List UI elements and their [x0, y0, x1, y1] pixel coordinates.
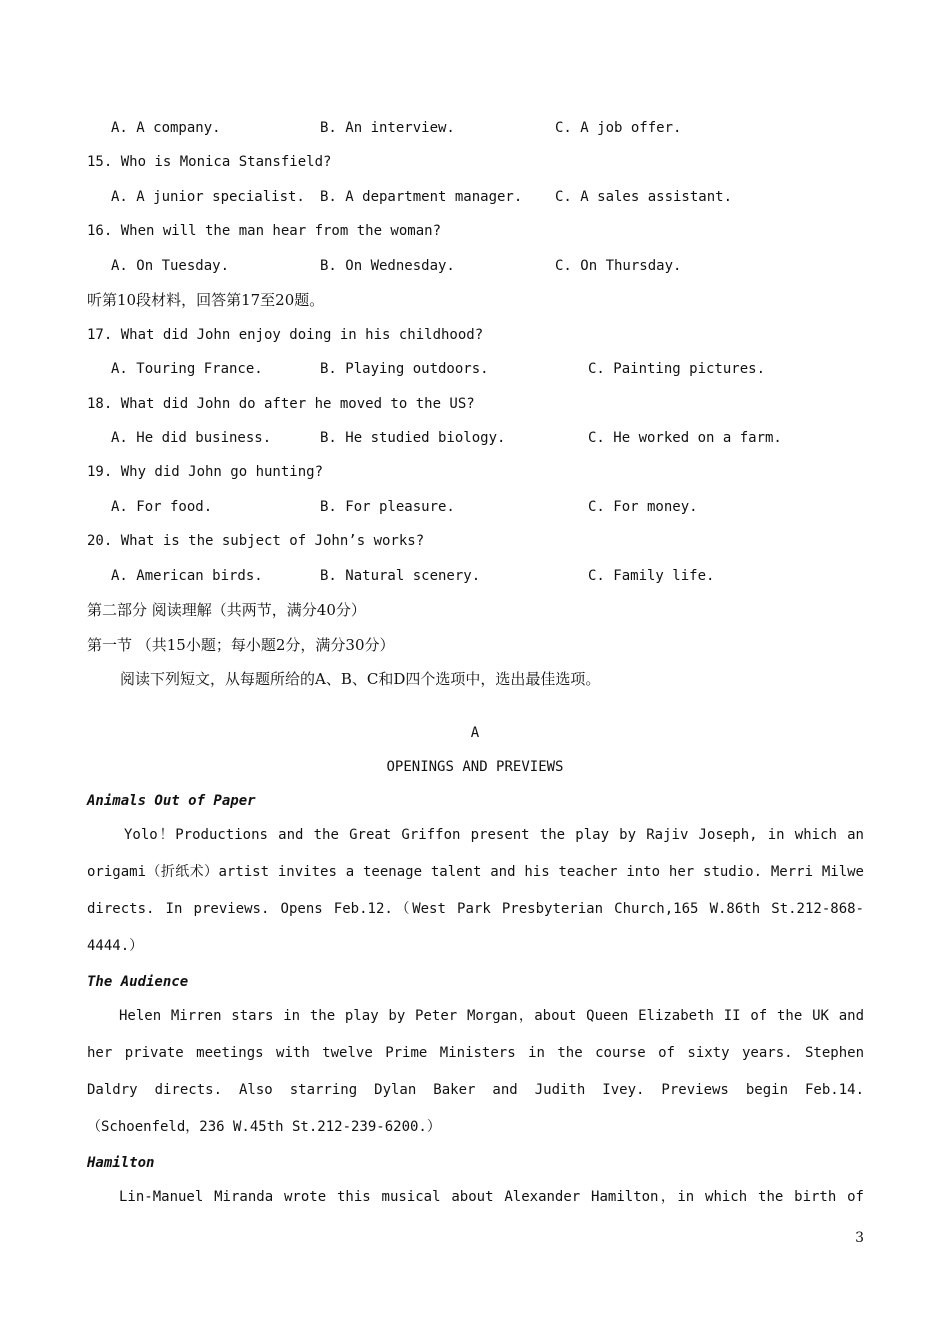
- q16-option-b: B. On Wednesday.: [320, 258, 455, 274]
- q18-option-c: C. He worked on a farm.: [588, 430, 782, 446]
- part-2-heading: 第二部分 阅读理解（共两节，满分40分）: [87, 601, 366, 619]
- reading-instructions: 阅读下列短文，从每题所给的A、B、C和D四个选项中，选出最佳选项。: [120, 670, 601, 688]
- question-15: 15. Who is Monica Stansfield?: [87, 154, 332, 170]
- item-text-the-audience: Helen Mirren stars in the play by Peter Morgan，about Queen Elizabeth II of the UK and her private meetings with twelve Prime Ministers in the course of sixty years. Stephen Daldry directs. Also starring Dylan Baker and Judith Ivey. Previews begin Feb.14.（Schoenfeld，236 W.45th St.212-239-6200.）: [87, 1008, 864, 1135]
- q17-option-b: B. Playing outdoors.: [320, 361, 489, 377]
- q14-option-c: C. A job offer.: [555, 120, 682, 136]
- q17-option-a: A. Touring France.: [111, 361, 263, 377]
- question-19: 19. Why did John go hunting?: [87, 464, 324, 480]
- q15-option-b: B. A department manager.: [320, 189, 523, 205]
- item-title-animals-out-of-paper: Animals Out of Paper: [87, 793, 256, 809]
- q18-option-b: B. He studied biology.: [320, 430, 506, 446]
- passage-letter: A: [470, 725, 480, 741]
- q20-option-c: C. Family life.: [588, 568, 715, 584]
- q16-option-c: C. On Thursday.: [555, 258, 682, 274]
- item-text-animals-out-of-paper: Yolo！Productions and the Great Griffon present the play by Rajiv Joseph, in which an origami（折纸术）artist invites a teenage talent and his teacher into her studio. Merri Milwe directs. In previews. Opens Feb.12.（West Park Presbyterian Church,165 W.86th St.212-868-4444.）: [87, 827, 864, 954]
- question-18: 18. What did John do after he moved to the US?: [87, 396, 475, 412]
- q15-option-a: A. A junior specialist.: [111, 189, 305, 205]
- section-1-heading: 第一节 （共15小题；每小题2分，满分30分）: [87, 636, 395, 654]
- q20-option-b: B. Natural scenery.: [320, 568, 481, 584]
- q18-option-a: A. He did business.: [111, 430, 272, 446]
- q19-option-c: C. For money.: [588, 499, 698, 515]
- section-10-instruction: 听第10段材料，回答第17至20题。: [87, 291, 325, 309]
- q20-option-a: A. American birds.: [111, 568, 263, 584]
- passage-heading: OPENINGS AND PREVIEWS: [386, 759, 564, 775]
- item-title-the-audience: The Audience: [87, 974, 189, 990]
- q14-option-b: B. An interview.: [320, 120, 455, 136]
- item-text-hamilton: Lin-Manuel Miranda wrote this musical about Alexander Hamilton，in which the birth of: [119, 1189, 864, 1205]
- q15-option-c: C. A sales assistant.: [555, 189, 733, 205]
- q17-option-c: C. Painting pictures.: [588, 361, 766, 377]
- q19-option-a: A. For food.: [111, 499, 213, 515]
- question-16: 16. When will the man hear from the woman?: [87, 223, 442, 239]
- question-17: 17. What did John enjoy doing in his childhood?: [87, 327, 484, 343]
- q14-option-a: A. A company.: [111, 120, 221, 136]
- item-title-hamilton: Hamilton: [87, 1155, 155, 1171]
- q16-option-a: A. On Tuesday.: [111, 258, 230, 274]
- page-number: 3: [855, 1230, 864, 1246]
- question-20: 20. What is the subject of John’s works?: [87, 533, 425, 549]
- q19-option-b: B. For pleasure.: [320, 499, 455, 515]
